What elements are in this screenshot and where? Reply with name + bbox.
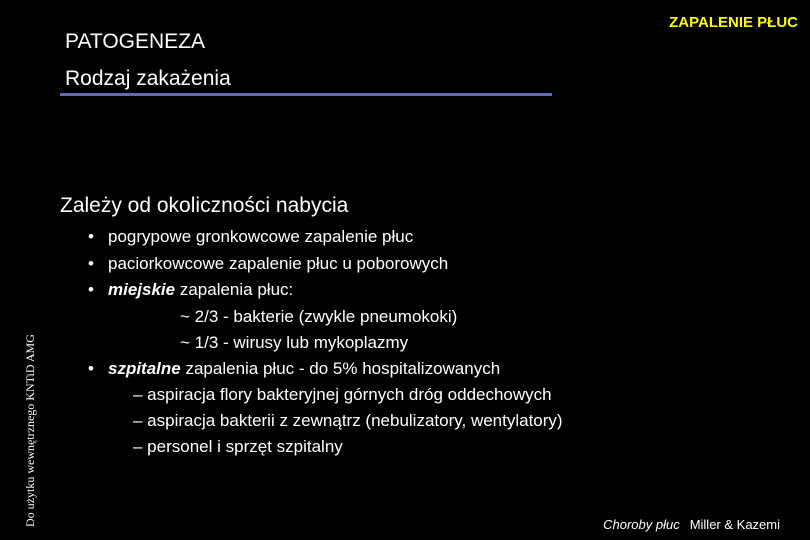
slide-subtitle: Rodzaj zakażenia [65,67,231,90]
bullet-emphasis: szpitalne [108,359,181,378]
bullet-icon: • [88,280,94,299]
bullet-icon: • [88,227,94,246]
bullet-item [88,254,448,274]
bullet-emphasis: miejskie [108,280,176,299]
sub-item: ~ 1/3 - wirusy lub mykoplazmy [180,333,409,352]
bullet-icon: • [88,254,94,273]
bullet-text: pogrypowe gronkowcowe zapalenie płuc [108,227,414,246]
vertical-side-note: Do użytku wewnętrznego KNTiD AMG [23,334,37,527]
dash-item: – aspiracja flory bakteryjnej górnych dróg oddechowych [133,385,552,404]
corner-title: ZAPALENIE PŁUC [669,14,798,31]
footer-citation [603,517,780,532]
bullet-icon: • [88,359,94,378]
sub-item: ~ 2/3 - bakterie (zwykle pneumokoki) [180,307,458,326]
bullet-item [88,280,293,300]
title-underline [60,93,552,96]
bullet-text: paciorkowcowe zapalenie płuc u poborowych [108,254,449,273]
bullet-item [88,359,500,379]
footer-authors: Miller & Kazemi [689,517,780,532]
bullet-item [88,227,413,247]
bullet-text: zapalenia płuc: [175,280,294,299]
intro-heading: Zależy od okoliczności nabycia [60,194,349,217]
bullet-text: zapalenia płuc - do 5% hospitalizowanych [180,359,501,378]
footer-book: Choroby płuc [603,517,680,532]
dash-item: – aspiracja bakterii z zewnątrz (nebulizatory, wentylatory) [133,411,563,430]
slide-title: PATOGENEZA [65,30,206,53]
dash-item: – personel i sprzęt szpitalny [133,437,343,456]
